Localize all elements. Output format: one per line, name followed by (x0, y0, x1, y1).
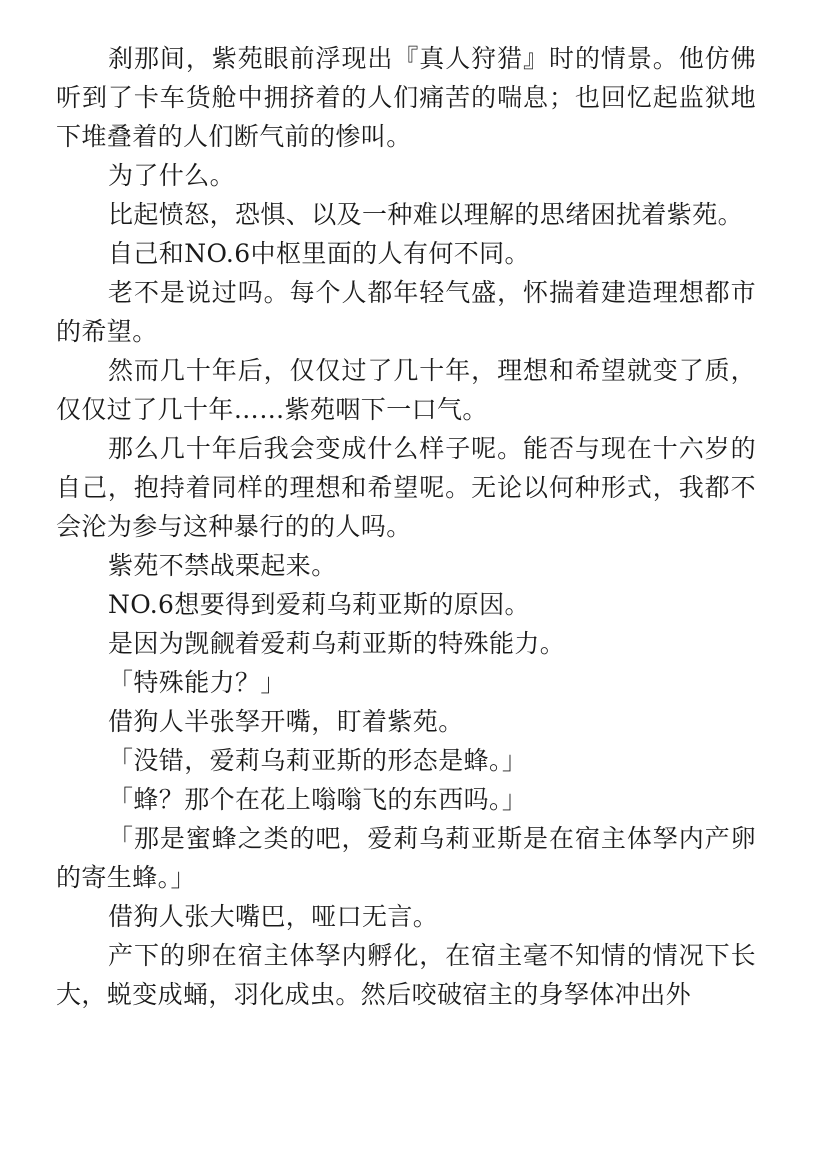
paragraph: 「蜂？那个在花上嗡嗡飞的东西吗。」 (108, 785, 528, 814)
paragraph: 借狗人半张孥开嘴，盯着紫苑。 (108, 707, 464, 736)
paragraph: 比起愤怒，恐惧、以及一种难以理解的思绪困扰着紫苑。 (108, 200, 744, 229)
paragraph: 老不是说过吗。每个人都年轻气盛，怀揣着建造理想都市的希望。 (56, 278, 756, 346)
paragraph: 然而几十年后，仅仅过了几十年，理想和希望就变了质，仅仅过了几十年……紫苑咽下一口气。 (56, 356, 756, 424)
paragraph: 产下的卵在宿主体孥内孵化，在宿主毫不知情的情况下长大，蜕变成蛹，羽化成虫。然后咬破宿主的身孥体冲出外 (56, 941, 756, 1009)
paragraph: 刹那间，紫苑眼前浮现出『真人狩猎』时的情景。他仿佛听到了卡车货舱中拥挤着的人们痛苦的喘息；也回忆起监狱地下堆叠着的人们断气前的惨叫。 (56, 44, 756, 151)
paragraph: 为了什么。 (108, 161, 236, 190)
paragraph: 「特殊能力？」 (108, 668, 286, 697)
paragraph: 「没错，爱莉乌莉亚斯的形态是蜂。」 (108, 746, 528, 775)
body-text (56, 39, 756, 1014)
paragraph: 「那是蜜蜂之类的吧，爱莉乌莉亚斯是在宿主体孥内产卵的寄生蜂。」 (56, 824, 756, 892)
paragraph: 是因为觊觎着爱莉乌莉亚斯的特殊能力。 (108, 629, 566, 658)
paragraph: 那么几十年后我会变成什么样子呢。能否与现在十六岁的自己，抱持着同样的理想和希望呢。无论以何种形式，我都不会沦为参与这种暴行的的人吗。 (56, 434, 756, 541)
paragraph: 自己和NO.6中枢里面的人有何不同。 (108, 239, 530, 268)
paragraph: 借狗人张大嘴巴，哑口无言。 (108, 902, 439, 931)
paragraph: 紫苑不禁战栗起来。 (108, 551, 337, 580)
paragraph: NO.6想要得到爱莉乌莉亚斯的原因。 (108, 590, 530, 619)
